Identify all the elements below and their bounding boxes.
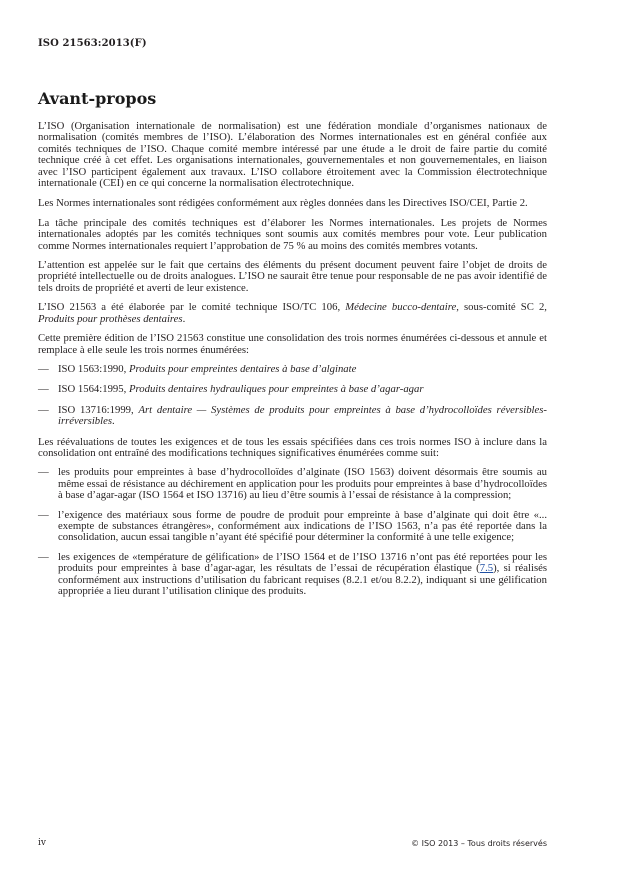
list-item-text: [58, 364, 547, 375]
list-item-change-foreign-substances: [38, 510, 547, 544]
gelation-text-b: ), si réalisés conformément aux instructions d’utilisation du fabricant requises (8.2.1 et/ou 8.2.2), indiquant si une gélification appropriée a lieu durant l’utilisation clinique des produits.: [58, 562, 548, 597]
gelation-text-a: les exigences de «température de gélification» de l’ISO 1564 et de l’ISO 13716 n’ont pas été reportées pour les produits pour empreintes à base d’agar-agar, les résultats de l’essai de récupération élastique (: [58, 550, 547, 575]
standard-title: Produits pour empreintes dentaires à base d’alginate: [128, 362, 357, 375]
list-item-change-tear-test: [38, 467, 547, 501]
paragraph-reevaluations: Les réévaluations de toutes les exigences et de tous les essais spécifiées dans ces trois normes ISO à inclure dans la consolidation ont entraîné des modifications techniques significatives énumérées comme suit:: [38, 435, 547, 459]
standard-number: ISO 13716:1999,: [58, 403, 139, 416]
standard-number: ISO 1563:1990,: [58, 362, 129, 375]
paragraph-first-edition: Cette première édition de l’ISO 21563 constitue une consolidation des trois normes énumérées ci-dessous et annule et remplace à elle seule les trois normes énumérées:: [38, 332, 547, 356]
paragraph-directives: Les Normes internationales sont rédigées conformément aux règles données dans les Directives ISO/CEI, Partie 2.: [38, 197, 528, 210]
paragraph-iso-organisation: L’ISO (Organisation internationale de normalisation) est une fédération mondiale d’organismes nationaux de normalisation (comités membres de l’ISO). L’élaboration des Normes internationales est en général confiée aux comités techniques de l’ISO. Chaque comité membre intéressé par une étude a le droit de faire partie du comité technique créé à cet effet. Les organisations internationales, gouvernementales et non gouvernementales, en liaison avec l’ISO participent également aux travaux. L’ISO collabore étroitement avec la Commission électrotechnique internationale (CEI) en ce qui concerne la normalisation électrotechnique.: [38, 120, 547, 190]
dash-marker: —: [38, 466, 49, 479]
list-item-text: l’exigence des matériaux sous forme de poudre de produit pour empreinte à base d’alginate qui doit être «... exempte de substances étrangères», conformément aux indications de l’ISO 1563, n’a pas été reportée dans la consolidation, aucun essai tangible n’ayant été spécifié pour déterminer la conformité à une telle exigence;: [58, 508, 547, 544]
page-number: iv: [38, 838, 46, 848]
list-item-text: ISO 13716:1999, Art dentaire — Systèmes de produits pour empreintes à base d’hydrocolloïdes réversibles-irréversibles.: [58, 403, 547, 428]
subcommittee-title: Produits pour prothèses dentaires: [38, 312, 183, 325]
clause-reference-link[interactable]: 7.5: [479, 562, 494, 575]
paragraph-patent-rights: L’attention est appelée sur le fait que certains des éléments du présent document peuvent faire l’objet de droits de propriété intellectuelle ou de droits analogues. L’ISO ne saurait être tenue pour responsable de ne pas avoir identifié de tels droits de propriété et averti de leur existence.: [38, 259, 547, 294]
document-id-header: ISO 21563:2013(F): [38, 38, 147, 49]
dash-marker: —: [38, 550, 49, 563]
copyright-notice: © ISO 2013 – Tous droits réservés: [411, 839, 547, 848]
dash-marker: —: [38, 383, 49, 396]
list-item-standard-13716: [38, 405, 547, 428]
standard-title: Produits dentaires hydrauliques pour empreintes à base d’agar-agar: [128, 383, 424, 396]
dash-marker: —: [38, 362, 49, 375]
list-item-standard-1563: [38, 364, 547, 375]
paragraph-prepared-by: [38, 302, 547, 325]
paragraph-technical-committees: La tâche principale des comités techniques est d’élaborer les Normes internationales. Les projets de Normes internationales adoptés par les comités techniques sont soumis aux comités membres pour vote. Leur publication comme Normes internationales requiert l’approbation de 75 % au moins des comités membres votants.: [38, 216, 547, 252]
dash-marker: —: [38, 508, 49, 521]
prepared-by-text-e: .: [182, 312, 186, 325]
list-item-text: [58, 552, 547, 598]
committee-title: Médecine bucco-dentaire: [345, 301, 457, 314]
prepared-by-text-a: L’ISO 21563 a été élaborée par le comité technique ISO/TC 106,: [38, 301, 346, 314]
standard-title: Art dentaire — Systèmes de produits pour empreintes à base d’hydrocolloïdes réversibles-irréversibles: [58, 403, 547, 428]
list-item-change-gelation-temperature: [38, 552, 547, 598]
foreword-body: [38, 121, 547, 605]
prepared-by-text-c: , sous-comité SC 2,: [456, 301, 547, 314]
list-item-text: les produits pour empreintes à base d’hydrocolloïdes d’alginate (ISO 1563) doivent désormais être soumis au même essai de résistance au déchirement en application pour les produits pour empreintes à base d’hydrocolloïdes à base d’agar-agar (ISO 1564 et ISO 13716) au lieu d’être soumis à l’essai de résistance à la compression;: [58, 466, 547, 502]
list-item-text: [58, 384, 547, 395]
list-item-standard-1564: [38, 384, 547, 395]
dash-marker: —: [38, 403, 49, 416]
standard-number: ISO 1564:1995,: [58, 383, 129, 396]
section-title: Avant-propos: [38, 89, 157, 108]
